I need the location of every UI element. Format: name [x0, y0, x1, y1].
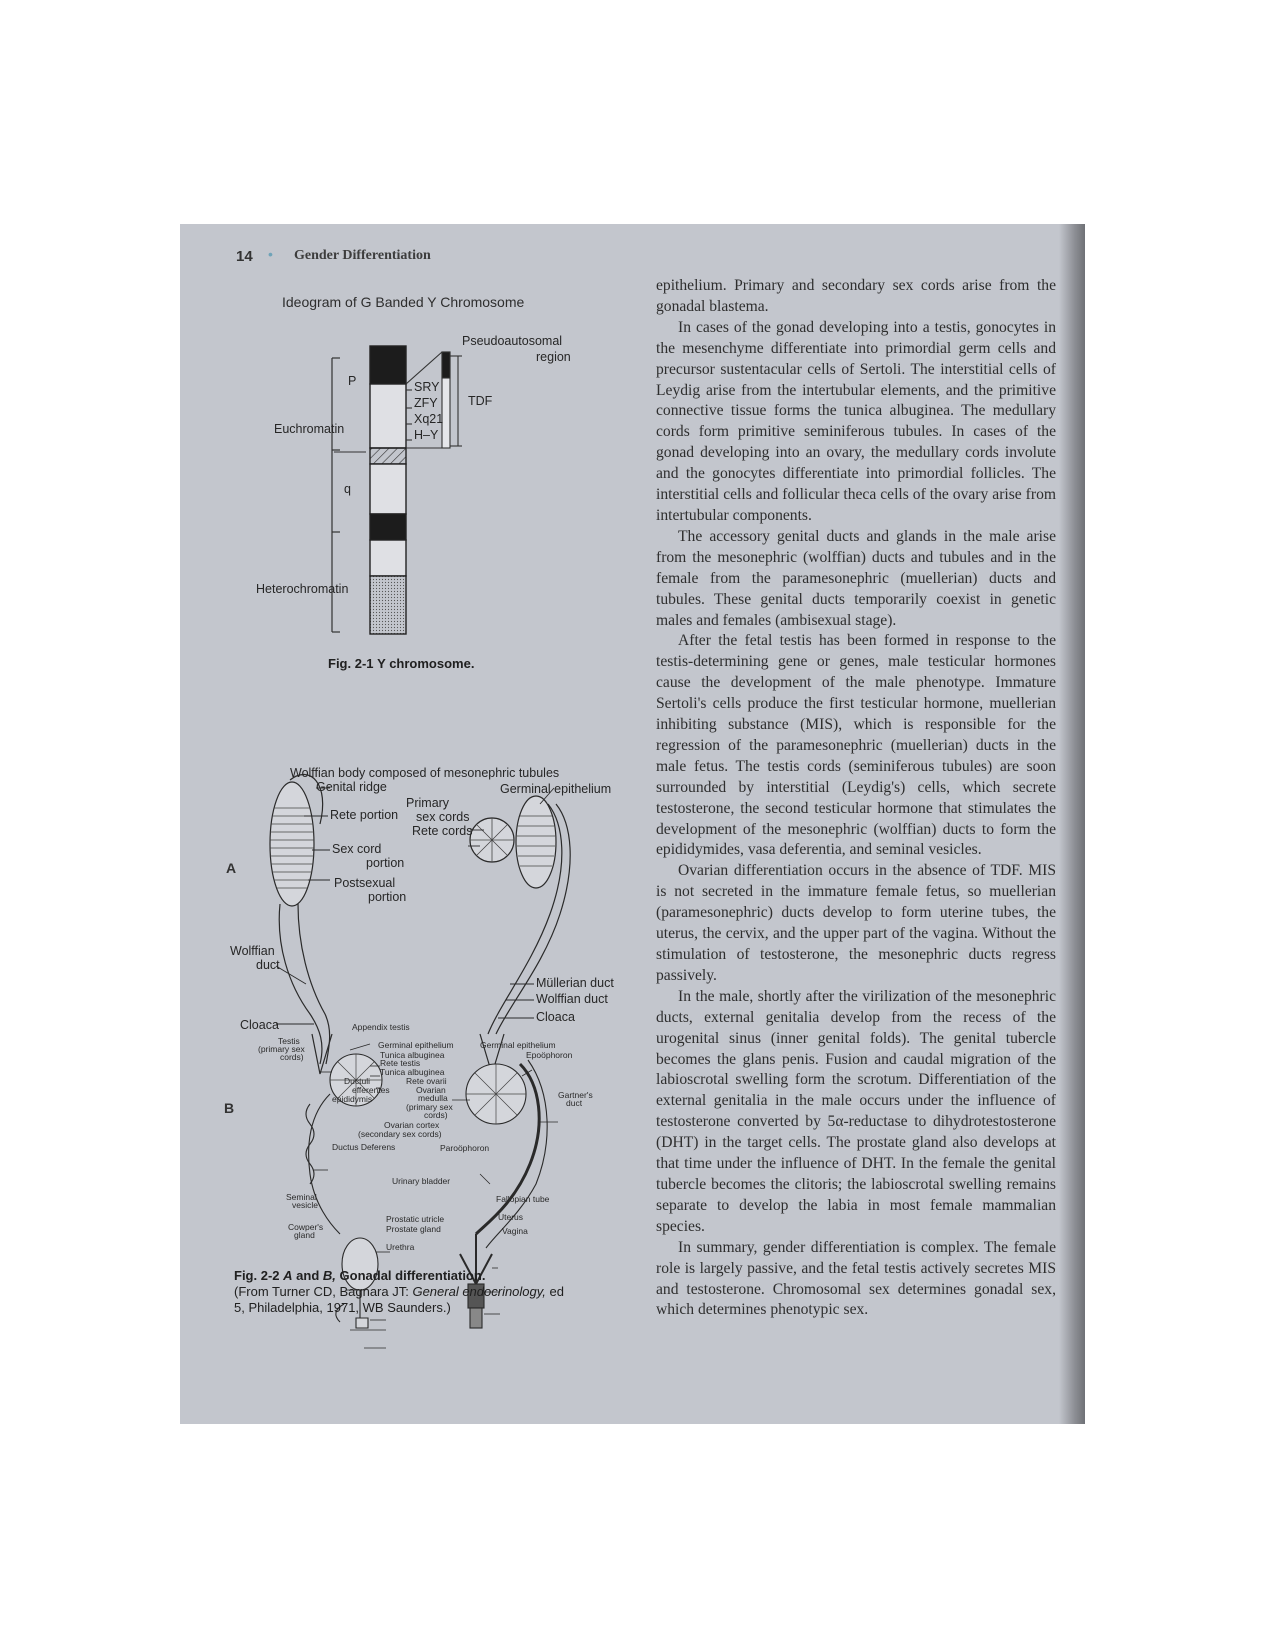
label-germinal-epithelium: Germinal epithelium — [500, 782, 612, 796]
figure2-caption-and: and — [296, 1268, 320, 1283]
label-wolffian-left: Wolffian — [230, 944, 275, 958]
label-prostate-gland: Prostate gland — [386, 1224, 441, 1234]
label-epididymis: epididymis — [332, 1094, 373, 1104]
label-wolffian-body: Wolffian body composed of mesonephric tubules — [290, 766, 560, 780]
label-prostatic-utricle: Prostatic utricle — [386, 1214, 445, 1224]
paragraph: Ovarian differentiation occurs in the absence of TDF. MIS is not secreted in the immature female fetus, so muellerian (paramesonephric) ducts develop to form uterine tubes, the uterus, the cervix, and the upper part of the vagina. Without the stimulation of testosterone, the mesonephric ducts regress passively. — [656, 862, 1056, 984]
label-mullerian-duct: Müllerian duct — [536, 976, 614, 990]
label-cloaca-right: Cloaca — [536, 1010, 575, 1024]
figure2-caption-a: A — [283, 1268, 293, 1283]
figure2-caption-title: Gonadal differentiation. — [339, 1268, 486, 1283]
label-appendix-testis: Appendix testis — [352, 1022, 410, 1032]
figure1-title: Ideogram of G Banded Y Chromosome — [282, 294, 525, 310]
figure2-caption-label: Fig. 2-2 — [234, 1268, 280, 1283]
label-primary: Primary — [406, 796, 450, 810]
label-postsexual: Postsexual — [334, 876, 396, 890]
figure2-source-line2: 5, Philadelphia, 1971, WB Saunders.) — [234, 1300, 451, 1315]
label-secondary-sex-cords: (secondary sex cords) — [358, 1129, 442, 1139]
euchromatin-label: Euchromatin — [274, 422, 345, 436]
figure2-source-ed: ed — [545, 1284, 564, 1299]
label-germinal-epithelium-ovary: Germinal epithelium — [480, 1040, 556, 1050]
paragraph: In summary, gender differentiation is complex. The female role is largely passive, and the fetal testis actively secretes MIS and testosterone. Chromosomal sex determines gonadal sex, which determines phenotypic sex. — [656, 1238, 1056, 1319]
label-rete-cords: Rete cords — [412, 824, 473, 838]
running-title: Gender Differentiation — [294, 248, 431, 263]
figure1-caption-text: Y chromosome. — [377, 656, 475, 671]
label-ductus-deferens: Ductus Deferens — [332, 1142, 396, 1152]
figure2-source-italic: General endocrinology, — [412, 1284, 546, 1299]
panel-b-letter: B — [224, 1100, 235, 1116]
label-seminal: Seminal — [286, 1192, 317, 1202]
label-wolffian-duct-right: Wolffian duct — [536, 992, 608, 1006]
label-primary-sex: (primary sex — [258, 1044, 305, 1054]
label-vesicle: vesicle — [292, 1200, 318, 1210]
label-efferentes: efferentes — [352, 1085, 390, 1095]
label-epoophoron: Epoöphoron — [526, 1050, 573, 1060]
label-urinary-bladder: Urinary bladder — [392, 1176, 451, 1186]
label-ovary-cords: cords) — [424, 1110, 448, 1120]
label-rete-testis: Rete testis — [380, 1058, 421, 1068]
panel-a-letter: A — [226, 860, 237, 876]
label-testis: Testis — [278, 1036, 300, 1046]
gene-zfy: ZFY — [414, 396, 438, 410]
paragraph: epithelium. Primary and secondary sex cords arise from the gonadal blastema. — [656, 277, 1056, 315]
paragraph: After the fetal testis has been formed in response to the testis-determining gene or genes, male testicular hormones cause the development of the male phenotype. Immature Sertoli's cells produce the first testicular hormone, muellerian inhibiting substance (MIS), which is responsible for the regression of the paramesonephric (muellerian) ducts in the male fetus. The testis cords (seminiferous tubules) are soon surrounded by interstitial (Leydig's) cells, which secrete testosterone, the second testicular hormone that stimulates the development of the mesonephric (wolffian) ducts to form the epididymides, vasa deferentia, and seminal vesicles. — [656, 632, 1056, 859]
label-cloaca-left: Cloaca — [240, 1018, 279, 1032]
label-rete-ovarii: Rete ovarii — [406, 1076, 447, 1086]
body-text-column — [656, 276, 1056, 1321]
label-rete-portion: Rete portion — [330, 808, 399, 822]
region-label: region — [536, 350, 571, 364]
label-genital-ridge: Genital ridge — [316, 780, 387, 794]
q-arm-label: q — [344, 482, 351, 496]
paragraph: In cases of the gonad developing into a testis, gonocytes in the mesenchyme differentiate into primordial germ cells and precursor sustentacular cells of Sertoli. The interstitial cells of Leydig arise from the intertubular elements, and the primitive connective tissue forms the tunica albuginea. The medullary cords form primitive seminiferous tubules. In cases of the gonad developing into an ovary, the medullary cords involute and the gonocytes differentiate into primordial follicles. The interstitial cells and follicular theca cells of the ovary arise from intertubular components. — [656, 318, 1056, 524]
paragraph: In the male, shortly after the virilization of the mesonephric ducts, external genitalia develop from the recess of the urogenital sinus (inner genital folds). The genital tubercle becomes the glans penis. Fusion and caudal migration of the labioscrotal swelling form the scrotum. Differentiation of the external genitalia in the male occurs under the influence of testosterone converted by 5α-reductase to dihydrotestosterone (DHT) in the target cells. The prostate gland also develops at that time under the influence of DHT. In the female the genital tubercle becomes the clitoris; the labioscrotal swelling remains separate to develop the labia in most female mammalian species. — [656, 987, 1056, 1235]
label-ductuli: Ductuli — [344, 1076, 370, 1086]
label-paroophoron: Paroöphoron — [440, 1143, 490, 1153]
label-ovarian: Ovarian — [416, 1085, 446, 1095]
label-sex-cords: sex cords — [416, 810, 470, 824]
label-fallopian-tube: Fallopian tube — [496, 1194, 550, 1204]
label-gartners: Gartner's — [558, 1090, 593, 1100]
label-medulla: medulla — [418, 1093, 448, 1103]
tdf-label: TDF — [468, 394, 493, 408]
label-germinal-epithelium-testis: Germinal epithelium — [378, 1040, 454, 1050]
gene-xq21: Xq21 — [414, 412, 444, 426]
label-urethra: Urethra — [386, 1242, 415, 1252]
page-number: 14 — [236, 248, 253, 265]
paragraph: The accessory genital ducts and glands in the male arise from the mesonephric (wolffian) ducts and tubules and in the female from the paramesonephric (muellerian) ducts and tubules. These genital ducts temporarily coexist in genetic males and females (ambisexual stage). — [656, 527, 1056, 629]
pseudoautosomal-label: Pseudoautosomal — [462, 334, 563, 348]
label-cowpers-gland: gland — [294, 1230, 315, 1240]
label-cowpers: Cowper's — [288, 1222, 324, 1232]
label-gartners-duct: duct — [566, 1098, 583, 1108]
label-postsexual-portion: portion — [368, 890, 407, 904]
figure2-caption — [234, 1268, 614, 1316]
figure2-caption-b: B, — [322, 1268, 336, 1283]
gene-sry: SRY — [414, 380, 440, 394]
label-sex-cord: Sex cord — [332, 842, 382, 856]
label-ovarian-cortex: Ovarian cortex — [384, 1120, 440, 1130]
label-primary-sex-ovary: (primary sex — [406, 1102, 453, 1112]
label-vagina: Vagina — [502, 1226, 528, 1236]
gene-h-y: H–Y — [414, 428, 439, 442]
figure1-caption-label: Fig. 2-1 — [328, 656, 374, 671]
book-page-photo — [180, 224, 1085, 1424]
label-tunica-albuginea-testis: Tunica albuginea — [380, 1050, 445, 1060]
label-sex-cord-portion: portion — [366, 856, 405, 870]
label-tunica-albuginea-ovary: Tunica albuginea — [380, 1067, 445, 1077]
figure2-source-start: (From Turner CD, Bagnara JT: — [234, 1284, 413, 1299]
label-testis-cords: cords) — [280, 1052, 304, 1062]
heterochromatin-label: Heterochromatin — [256, 582, 349, 596]
label-duct-left: duct — [256, 958, 280, 972]
header-separator: • — [268, 246, 273, 262]
p-arm-label: P — [348, 374, 357, 388]
label-uterus: Uterus — [498, 1212, 524, 1222]
